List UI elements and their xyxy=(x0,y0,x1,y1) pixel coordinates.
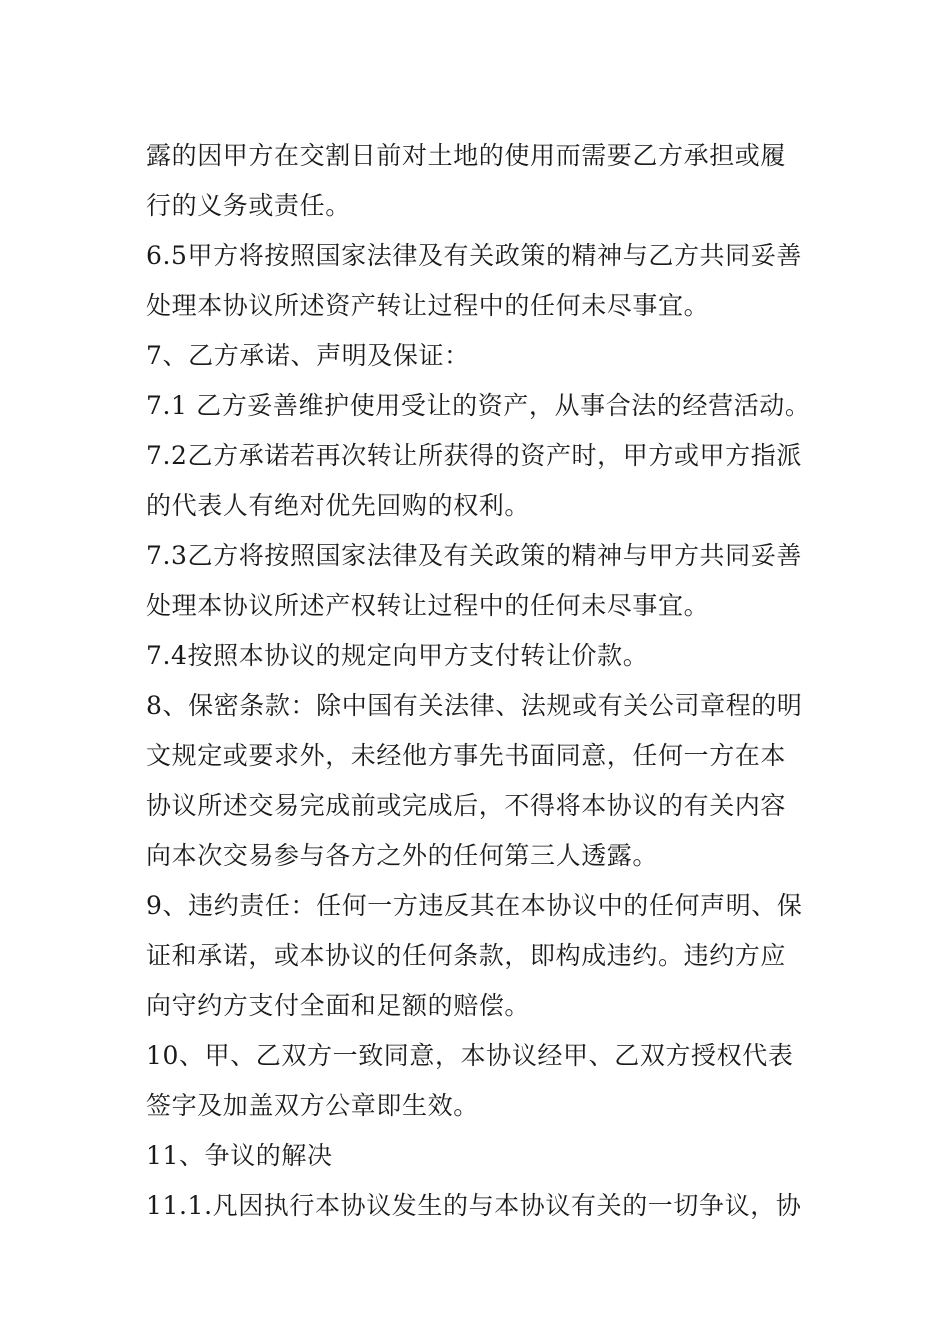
text-line: 向守约方支付全面和足额的赔偿。 xyxy=(146,991,531,1020)
text-line: 露的因甲方在交割日前对土地的使用而需要乙方承担或履 xyxy=(146,141,787,170)
text-line: 7.2乙方承诺若再次转让所获得的资产时，甲方或甲方指派 xyxy=(146,441,802,470)
text-line: 8、保密条款：除中国有关法律、法规或有关公司章程的明 xyxy=(146,691,803,720)
text-line: 证和承诺，或本协议的任何条款，即构成违约。违约方应 xyxy=(146,941,787,970)
text-line: 处理本协议所述产权转让过程中的任何未尽事宜。 xyxy=(146,591,710,620)
text-line: 7.3乙方将按照国家法律及有关政策的精神与甲方共同妥善 xyxy=(146,541,802,570)
text-line: 10、甲、乙双方一致同意，本协议经甲、乙双方授权代表 xyxy=(146,1041,794,1070)
section-heading: 11、争议的解决 xyxy=(146,1141,333,1170)
document-body xyxy=(146,131,814,1231)
text-line: 7.4按照本协议的规定向甲方支付转让价款。 xyxy=(146,641,649,670)
text-line: 向本次交易参与各方之外的任何第三人透露。 xyxy=(146,841,659,870)
text-line: 签字及加盖双方公章即生效。 xyxy=(146,1091,479,1120)
text-line: 文规定或要求外，未经他方事先书面同意，任何一方在本 xyxy=(146,741,787,770)
text-line: 的代表人有绝对优先回购的权利。 xyxy=(146,491,531,520)
text-line: 协议所述交易完成前或完成后，不得将本协议的有关内容 xyxy=(146,791,787,820)
text-line: 6.5甲方将按照国家法律及有关政策的精神与乙方共同妥善 xyxy=(146,241,802,270)
text-line: 7.1 乙方妥善维护使用受让的资产，从事合法的经营活动。 xyxy=(146,391,811,420)
text-line: 处理本协议所述资产转让过程中的任何未尽事宜。 xyxy=(146,291,710,320)
text-line: 行的义务或责任。 xyxy=(146,191,351,220)
text-line: 11.1.凡因执行本协议发生的与本协议有关的一切争议，协 xyxy=(146,1191,802,1220)
text-line: 9、违约责任：任何一方违反其在本协议中的任何声明、保 xyxy=(146,891,803,920)
section-heading: 7、乙方承诺、声明及保证： xyxy=(146,341,470,370)
